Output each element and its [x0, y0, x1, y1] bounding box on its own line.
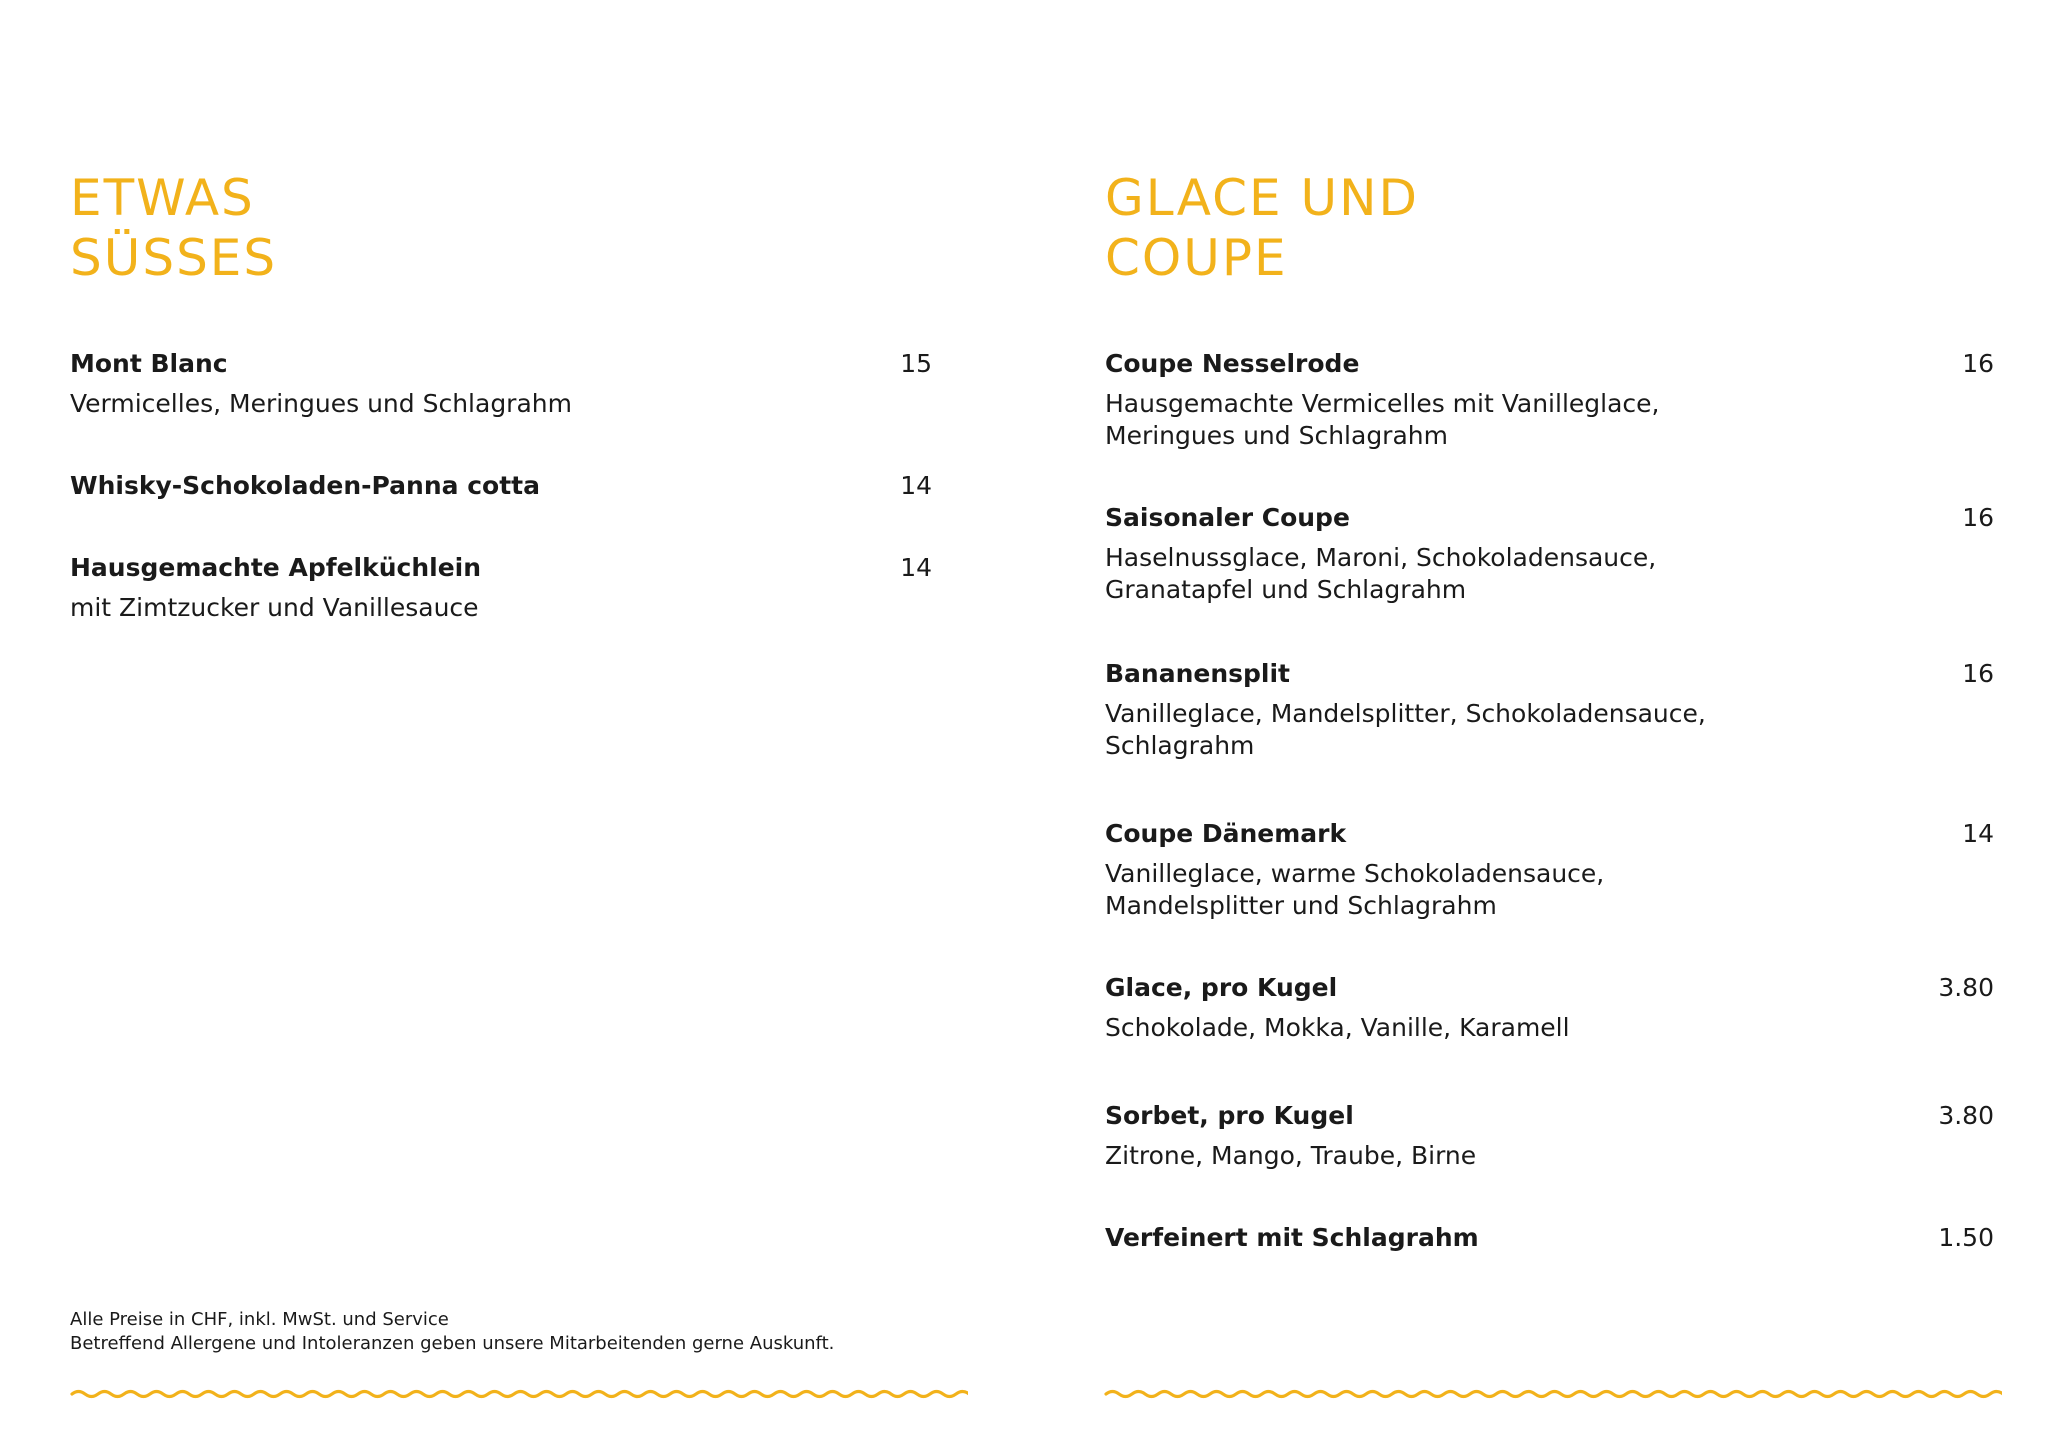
footnote-allergens: Betreffend Allergene und Intoleranzen geben unsere Mitarbeitenden gerne Auskunft. [70, 1333, 835, 1354]
section-heading-glace-und-coupe: GLACE UND COUPE [1105, 169, 1419, 287]
menu-item-bananensplit [1105, 658, 1994, 762]
wave-line [72, 1392, 968, 1397]
item-name: Coupe Dänemark [1105, 819, 1347, 848]
item-description: Vermicelles, Meringues und Schlagrahm [70, 389, 572, 418]
menu-item-mont-blanc [70, 348, 932, 420]
wave-divider-right [1104, 1386, 2002, 1402]
item-name: Glace, pro Kugel [1105, 973, 1338, 1002]
item-description: Schokolade, Mokka, Vanille, Karamell [1105, 1013, 1570, 1042]
menu-item-saisonaler-coupe [1105, 502, 1994, 606]
item-description: Zitrone, Mango, Traube, Birne [1105, 1141, 1477, 1170]
menu-item-apfelkuechlein [70, 552, 932, 624]
item-name: Mont Blanc [70, 349, 228, 378]
item-name: Bananensplit [1105, 659, 1291, 688]
item-price: 16 [1962, 349, 1994, 378]
wave-line [1106, 1392, 2002, 1397]
item-name: Verfeinert mit Schlagrahm [1105, 1223, 1479, 1252]
item-price: 3.80 [1938, 1101, 1994, 1130]
menu-item-schlagrahm [1105, 1222, 1994, 1254]
menu-item-coupe-nesselrode [1105, 348, 1994, 452]
item-name: Saisonaler Coupe [1105, 503, 1350, 532]
item-price: 14 [900, 471, 932, 500]
item-price: 15 [900, 349, 932, 378]
menu-item-panna-cotta [70, 470, 932, 502]
menu-item-sorbet-pro-kugel [1105, 1100, 1994, 1172]
item-name: Coupe Nesselrode [1105, 349, 1360, 378]
item-price: 3.80 [1938, 973, 1994, 1002]
item-description: Vanilleglace, warme Schokoladensauce, Mandelsplitter und Schlagrahm [1105, 859, 1605, 920]
item-price: 14 [900, 553, 932, 582]
item-name: Whisky-Schokoladen-Panna cotta [70, 471, 540, 500]
item-name: Hausgemachte Apfelküchlein [70, 553, 482, 582]
item-description: Hausgemachte Vermicelles mit Vanilleglace, Meringues und Schlagrahm [1105, 389, 1660, 450]
wave-divider-left [70, 1386, 968, 1402]
item-description: Vanilleglace, Mandelsplitter, Schokoladensauce, Schlagrahm [1105, 699, 1706, 760]
footnote-prices: Alle Preise in CHF, inkl. MwSt. und Service [70, 1309, 449, 1330]
item-price: 1.50 [1938, 1223, 1994, 1252]
menu-item-coupe-daenemark [1105, 818, 1994, 922]
price-footnote [70, 1308, 834, 1356]
item-price: 16 [1962, 659, 1994, 688]
menu-item-glace-pro-kugel [1105, 972, 1994, 1044]
item-price: 14 [1962, 819, 1994, 848]
item-description: mit Zimtzucker und Vanillesauce [70, 593, 479, 622]
item-name: Sorbet, pro Kugel [1105, 1101, 1354, 1130]
section-heading-etwas-suesses: ETWAS SÜSSES [70, 169, 278, 287]
item-description: Haselnussglace, Maroni, Schokoladensauce, Granatapfel und Schlagrahm [1105, 543, 1657, 604]
item-price: 16 [1962, 503, 1994, 532]
